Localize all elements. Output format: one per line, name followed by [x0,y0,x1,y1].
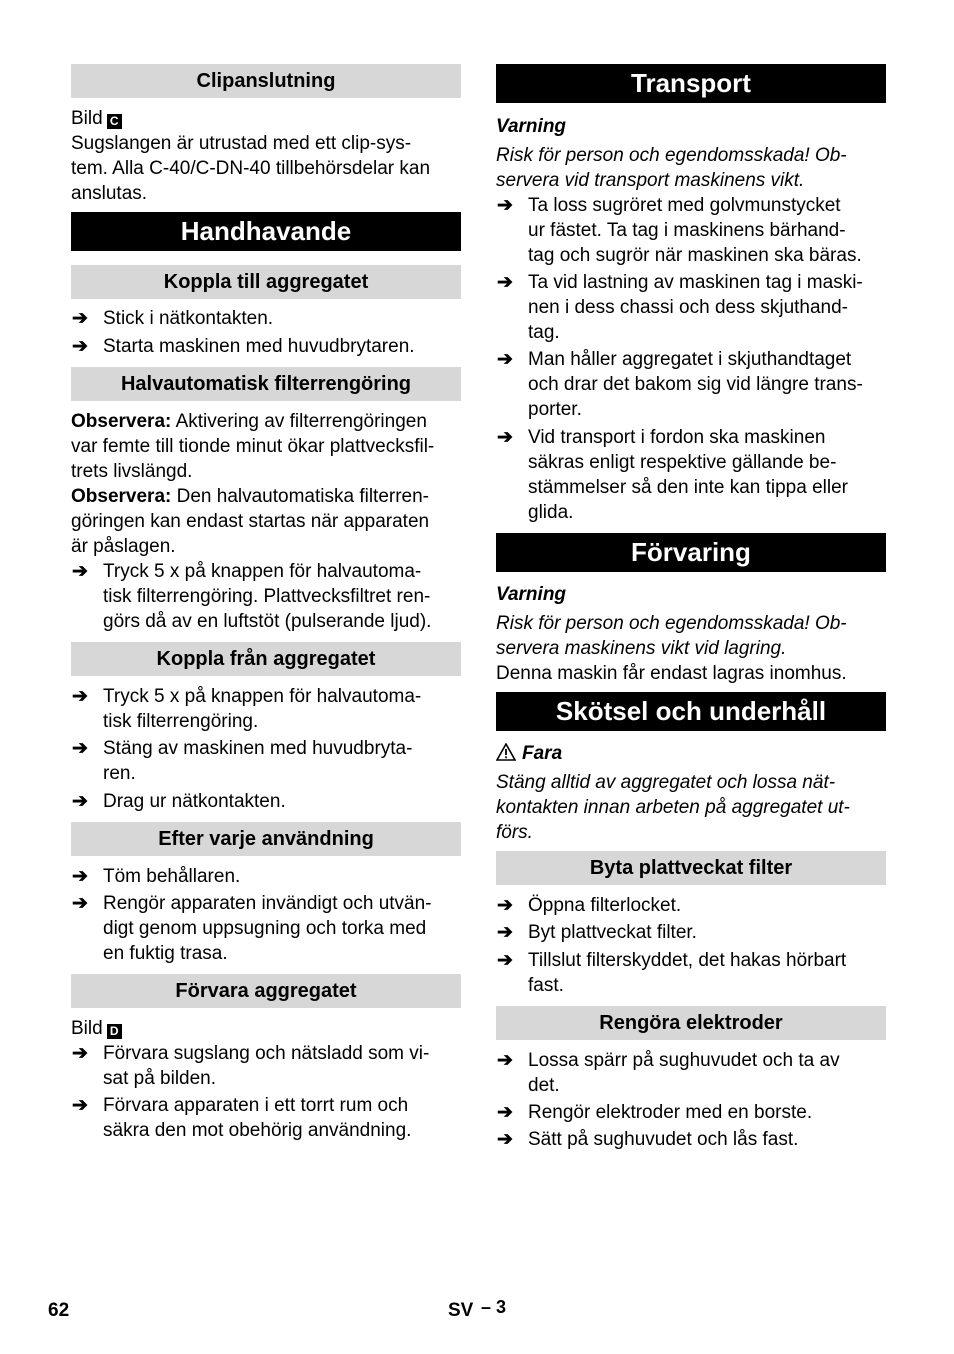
figure-d-badge: D [107,1024,122,1039]
heading-clipanslutning: Clipanslutning [71,64,461,98]
arrow-icon: ➔ [72,686,88,707]
clip-figure-ref: Bild C [71,106,463,131]
warning-triangle-icon [496,743,516,761]
heading-koppla-till: Koppla till aggregatet [71,265,461,299]
warning-label: Varning [496,584,567,605]
arrow-icon: ➔ [497,950,513,971]
heading-koppla-fran: Koppla från aggregatet [71,642,461,676]
heading-transport: Transport [496,64,886,103]
danger-label: Fara [496,741,888,766]
figure-c-badge: C [107,114,122,129]
arrow-icon: ➔ [72,561,88,582]
transport-warning-text: Risk för person och egendomsskada! Ob- servera vid transport maskinens vikt. [496,145,847,191]
arrow-icon: ➔ [72,308,88,329]
page-number: 62 [48,1300,70,1321]
arrow-icon: ➔ [72,893,88,914]
arrow-icon: ➔ [72,866,88,887]
arrow-icon: ➔ [497,1102,513,1123]
arrow-icon: ➔ [497,1129,513,1150]
arrow-icon: ➔ [72,738,88,759]
arrow-icon: ➔ [497,895,513,916]
heading-rengora-elektroder: Rengöra elektroder [496,1006,886,1040]
observera-paragraph-1: Observera: Aktivering av filterrengöringen var femte till tionde minut ökar plattvecksfil- trets livslängd. [71,411,435,482]
forvara-figure-ref: Bild D [71,1016,463,1041]
heading-halvautomatisk: Halvautomatisk filterrengöring [71,367,461,401]
arrow-icon: ➔ [497,272,513,293]
heading-skotsel: Skötsel och underhåll [496,692,886,731]
heading-forvaring: Förvaring [496,533,886,572]
heading-byta-filter: Byta plattveckat filter [496,851,886,885]
clip-paragraph: Sugslangen är utrustad med ett clip-sys- tem. Alla C-40/C-DN-40 tillbehörsdelar kan anslutas. [71,133,431,204]
arrow-icon: ➔ [72,1043,88,1064]
arrow-icon: ➔ [497,349,513,370]
arrow-icon: ➔ [497,922,513,943]
forvaring-warning-text: Risk för person och egendomsskada! Ob- servera maskinens vikt vid lagring. [496,613,847,659]
arrow-icon: ➔ [72,791,88,812]
arrow-icon: ➔ [72,336,88,357]
forvaring-text: Denna maskin får endast lagras inomhus. [496,663,847,684]
heading-handhavande: Handhavande [71,212,461,251]
danger-text: Stäng alltid av aggregatet och lossa nät- kontakten innan arbeten på aggregatet ut- förs. [496,772,850,843]
arrow-icon: ➔ [497,195,513,216]
warning-label: Varning [496,116,567,137]
language-code: SV [448,1300,474,1321]
heading-efter-varje: Efter varje användning [71,822,461,856]
heading-forvara-aggregatet: Förvara aggregatet [71,974,461,1008]
arrow-icon: ➔ [72,1095,88,1116]
arrow-icon: ➔ [497,427,513,448]
arrow-icon: ➔ [497,1050,513,1071]
observera-paragraph-2: Observera: Den halvautomatiska filterren- göringen kan endast startas när apparaten är påslagen. [71,486,430,557]
section-page: – 3 [481,1297,507,1317]
